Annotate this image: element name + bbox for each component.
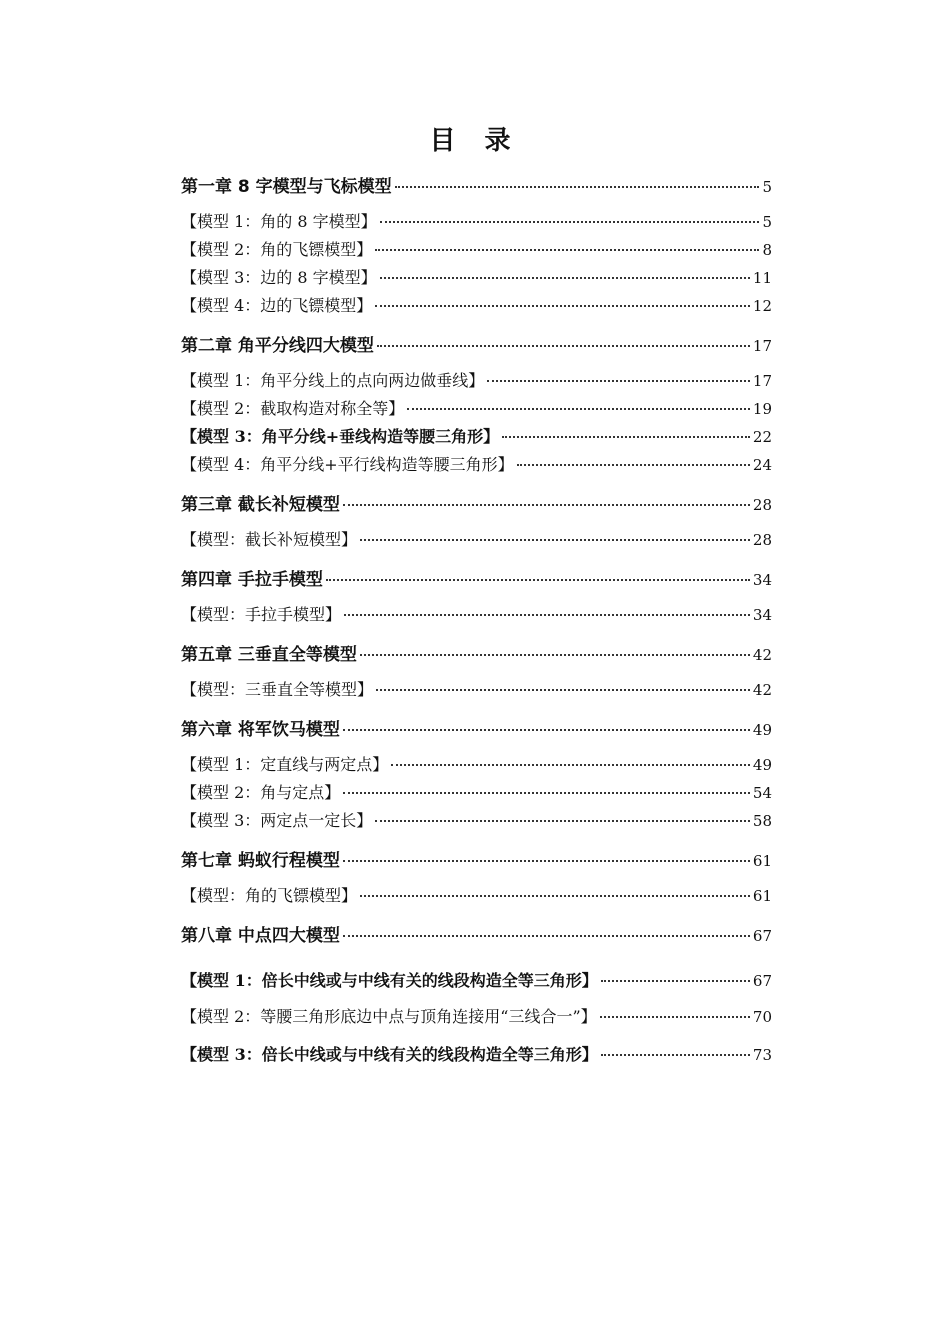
dot-leader <box>344 614 750 616</box>
toc-entry-label: 【模型 2：角的飞镖模型】 <box>181 240 373 259</box>
toc-entry-label: 【模型：手拉手模型】 <box>181 605 342 624</box>
dot-leader <box>375 305 750 307</box>
toc-section-entry[interactable] <box>181 1042 772 1064</box>
dot-leader <box>377 345 750 347</box>
toc-entry-label: 【模型 3：两定点一定长】 <box>181 811 373 830</box>
dot-leader <box>395 186 760 188</box>
toc-chapter-entry[interactable] <box>181 565 772 590</box>
dot-leader <box>326 579 750 581</box>
dot-leader <box>600 1016 750 1018</box>
toc-entry-label: 第八章 中点四大模型 <box>181 926 340 946</box>
toc-page-number: 61 <box>752 852 772 870</box>
dot-leader <box>502 436 750 438</box>
toc-section-entry[interactable] <box>181 368 772 390</box>
toc-section-entry[interactable] <box>181 968 772 990</box>
toc-page-number: 28 <box>752 531 772 549</box>
toc-page-number: 49 <box>752 721 772 739</box>
toc-page-number: 5 <box>762 213 772 231</box>
toc-entry-label: 第四章 手拉手模型 <box>181 570 323 590</box>
toc-entry-label: 【模型 1：角平分线上的点向两边做垂线】 <box>181 371 485 390</box>
toc-entry-label: 【模型 2：角与定点】 <box>181 783 341 802</box>
toc-page-number: 42 <box>752 646 772 664</box>
dot-leader <box>343 860 750 862</box>
toc-section-entry[interactable] <box>181 237 772 259</box>
page-title: 目 录 <box>429 126 521 156</box>
toc-chapter-entry[interactable] <box>181 921 772 946</box>
toc-section-entry[interactable] <box>181 808 772 830</box>
dot-leader <box>343 729 750 731</box>
dot-leader <box>517 464 750 466</box>
toc-entry-label: 第一章 8 字模型与飞标模型 <box>181 177 392 197</box>
toc-page-number: 28 <box>752 496 772 514</box>
dot-leader <box>360 539 750 541</box>
toc-page-number: 17 <box>752 337 772 355</box>
toc-chapter-entry[interactable] <box>181 640 772 665</box>
toc-page-number: 34 <box>752 606 772 624</box>
toc-page-number: 54 <box>752 784 772 802</box>
dot-leader <box>376 689 750 691</box>
dot-leader <box>391 764 750 766</box>
toc-entry-label: 【模型 4：边的飞镖模型】 <box>181 296 373 315</box>
toc-entry-label: 【模型 2：等腰三角形底边中点与顶角连接用“三线合一”】 <box>181 1007 597 1026</box>
toc-entry-label: 【模型 3：边的 8 字模型】 <box>181 268 377 287</box>
toc-section-entry[interactable] <box>181 265 772 287</box>
toc-entry-label: 【模型 1：角的 8 字模型】 <box>181 212 377 231</box>
toc-page-number: 61 <box>752 887 772 905</box>
toc-entry-label: 第六章 将军饮马模型 <box>181 720 340 740</box>
dot-leader <box>380 277 750 279</box>
toc-section-entry[interactable] <box>181 677 772 699</box>
toc-page-number: 17 <box>752 372 772 390</box>
toc-chapter-entry[interactable] <box>181 846 772 871</box>
toc-chapter-entry[interactable] <box>181 715 772 740</box>
dot-leader <box>601 980 750 982</box>
toc-entry-label: 【模型 1：倍长中线或与中线有关的线段构造全等三角形】 <box>181 971 598 990</box>
dot-leader <box>601 1054 750 1056</box>
dot-leader <box>343 935 750 937</box>
toc-entry-label: 第七章 蚂蚁行程模型 <box>181 851 340 871</box>
dot-leader <box>343 504 750 506</box>
toc-page-number: 8 <box>762 241 772 259</box>
toc-section-entry[interactable] <box>181 424 772 446</box>
toc-entry-label: 【模型 2：截取构造对称全等】 <box>181 399 405 418</box>
toc-entry-label: 【模型：角的飞镖模型】 <box>181 886 358 905</box>
toc-page-number: 70 <box>752 1008 772 1026</box>
toc-page-number: 58 <box>752 812 772 830</box>
toc-page-number: 11 <box>752 269 772 287</box>
toc-chapter-entry[interactable] <box>181 331 772 356</box>
toc-section-entry[interactable] <box>181 293 772 315</box>
toc-section-entry[interactable] <box>181 752 772 774</box>
dot-leader <box>375 820 750 822</box>
toc-entry-label: 【模型 1：定直线与两定点】 <box>181 755 389 774</box>
dot-leader <box>360 654 750 656</box>
toc-entry-label: 【模型 3：倍长中线或与中线有关的线段构造全等三角形】 <box>181 1045 598 1064</box>
dot-leader <box>380 221 760 223</box>
toc-page-number: 19 <box>752 400 772 418</box>
toc-section-entry[interactable] <box>181 602 772 624</box>
dot-leader <box>375 249 759 251</box>
toc-chapter-entry[interactable] <box>181 490 772 515</box>
toc-entry-label: 第二章 角平分线四大模型 <box>181 336 374 356</box>
toc-page-number: 22 <box>752 428 772 446</box>
toc-page-number: 67 <box>752 927 772 945</box>
toc-entry-label: 【模型：截长补短模型】 <box>181 530 358 549</box>
toc-page-number: 49 <box>752 756 772 774</box>
toc-section-entry[interactable] <box>181 396 772 418</box>
dot-leader <box>407 408 750 410</box>
toc-page-number: 24 <box>752 456 772 474</box>
toc-section-entry[interactable] <box>181 527 772 549</box>
toc-page-number: 73 <box>752 1046 772 1064</box>
toc-section-entry[interactable] <box>181 883 772 905</box>
toc-section-entry[interactable] <box>181 452 772 474</box>
toc-section-entry[interactable] <box>181 780 772 802</box>
toc-entry-label: 第三章 截长补短模型 <box>181 495 340 515</box>
toc-page-number: 67 <box>752 972 772 990</box>
toc-entry-label: 【模型 3：角平分线+垂线构造等腰三角形】 <box>181 427 500 446</box>
toc-page-number: 12 <box>752 297 772 315</box>
toc-page-number: 34 <box>752 571 772 589</box>
dot-leader <box>360 895 750 897</box>
dot-leader <box>487 380 750 382</box>
toc-page-number: 42 <box>752 681 772 699</box>
toc-section-entry[interactable] <box>181 1004 772 1026</box>
toc-entry-label: 【模型 4：角平分线+平行线构造等腰三角形】 <box>181 455 514 474</box>
toc-chapter-entry[interactable] <box>181 172 772 197</box>
toc-entry-label: 【模型：三垂直全等模型】 <box>181 680 374 699</box>
toc-entry-label: 第五章 三垂直全等模型 <box>181 645 357 665</box>
dot-leader <box>343 792 750 794</box>
toc-section-entry[interactable] <box>181 209 772 231</box>
toc-page-number: 5 <box>762 178 772 196</box>
